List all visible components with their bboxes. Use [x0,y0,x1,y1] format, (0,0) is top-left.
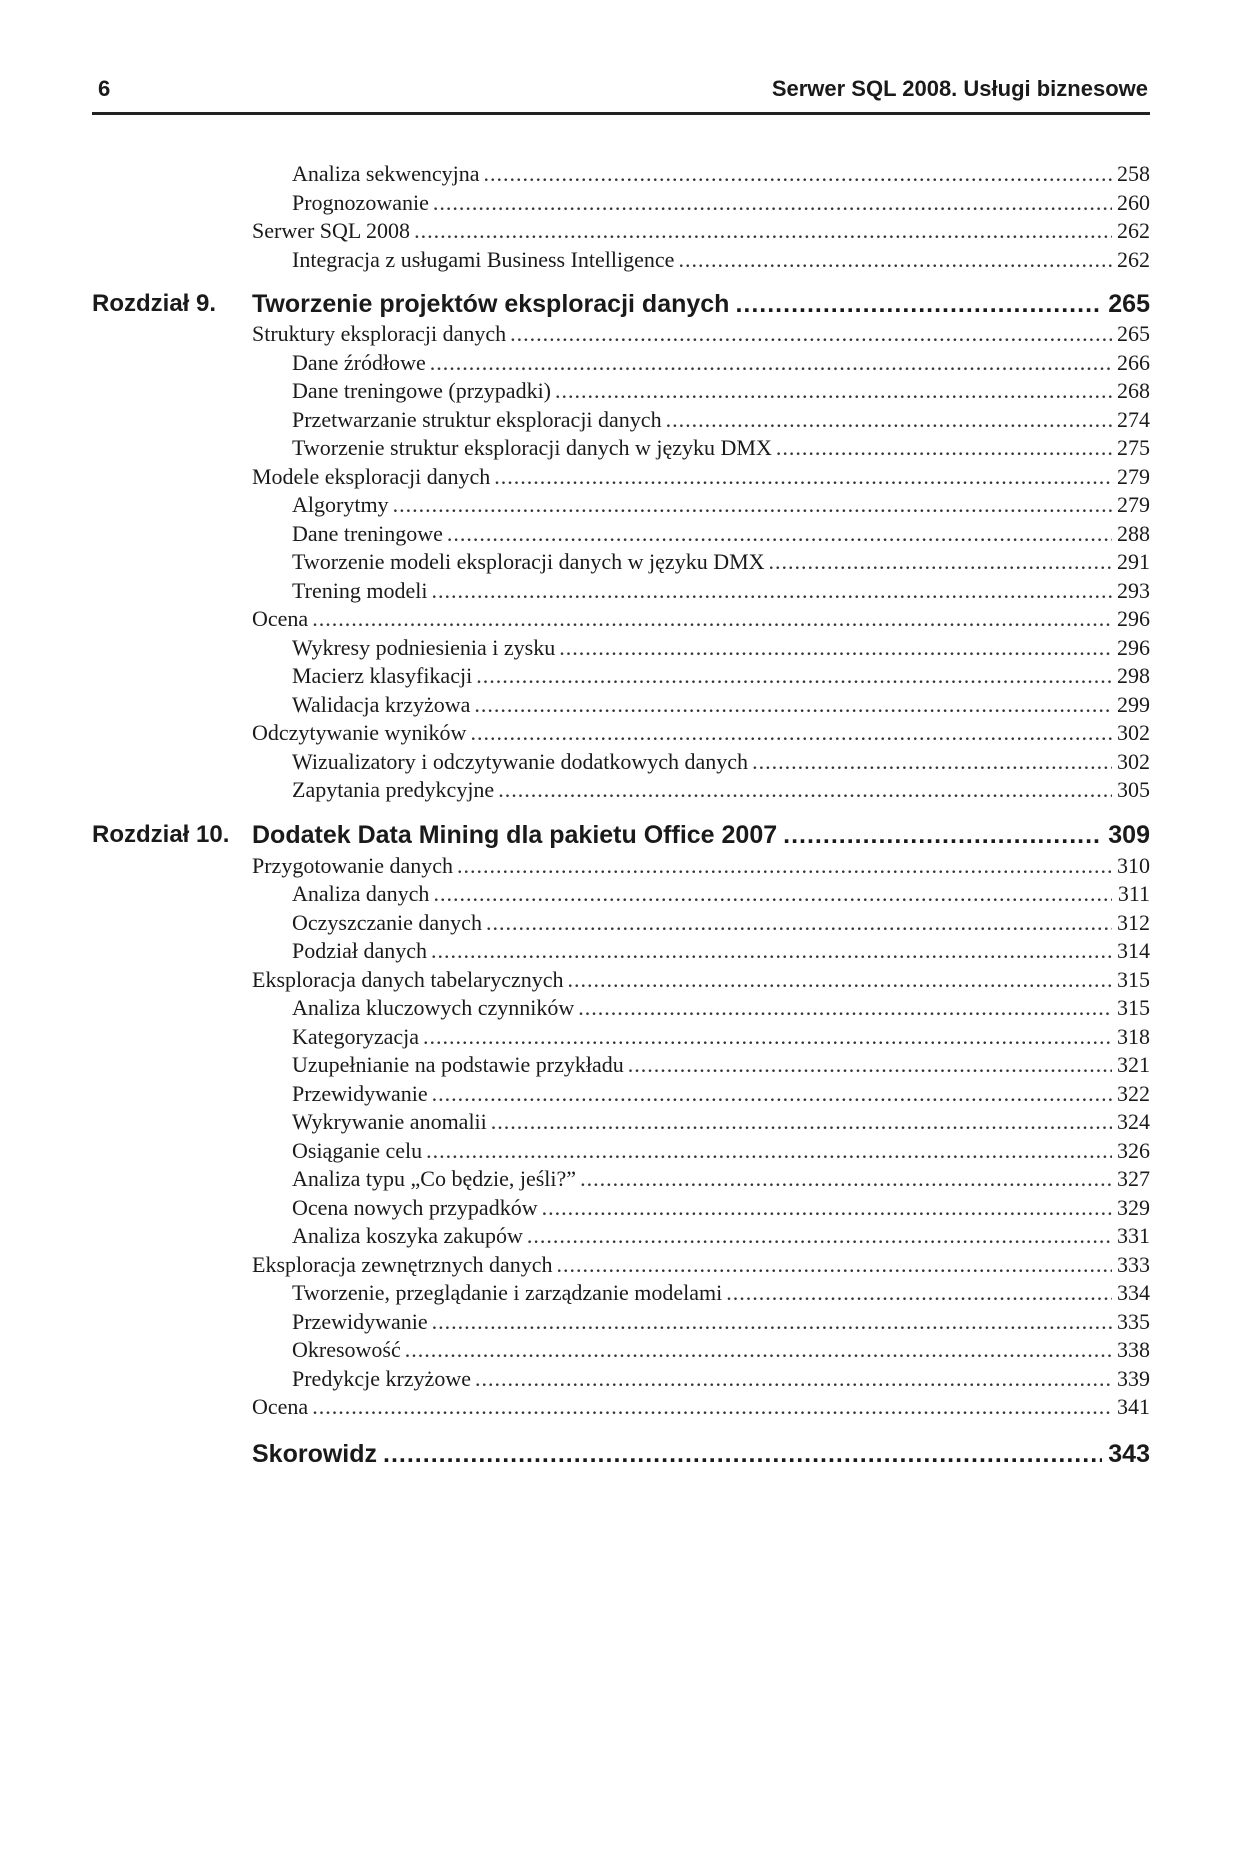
toc-entry-page: 339 [1117,1366,1150,1391]
toc-entry[interactable] [292,748,1150,776]
dot-leader [510,320,1112,348]
toc-entry-title: Analiza sekwencyjna [292,161,480,186]
toc-entry-title: Uzupełnianie na podstawie przykładu [292,1052,624,1077]
chapter-page: 309 [1108,821,1150,849]
toc-entry-page: 268 [1117,378,1150,403]
toc-entry[interactable] [292,1279,1150,1307]
page-number: 6 [98,76,111,101]
toc-entry-title: Ocena nowych przypadków [292,1195,538,1220]
toc-entry[interactable] [292,909,1150,937]
toc-entry-title: Predykcje krzyżowe [292,1366,471,1391]
toc-entry-page: 302 [1117,720,1150,745]
toc-entry-title: Eksploracja danych tabelarycznych [252,967,564,992]
toc-entry-page: 321 [1117,1052,1150,1077]
toc-entry-page: 305 [1117,777,1150,802]
toc-entry[interactable] [292,691,1150,719]
toc-entry-title: Analiza kluczowych czynników [292,995,575,1020]
toc-entry-title: Ocena [252,1394,309,1419]
toc-entry-title: Dane źródłowe [292,350,426,375]
toc-entry-page: 262 [1117,247,1150,272]
toc-entry-page: 315 [1117,995,1150,1020]
toc-entry-title: Tworzenie, przeglądanie i zarządzanie modelami [292,1280,723,1305]
toc-entry-page: 327 [1117,1166,1150,1191]
toc-entry[interactable] [292,1194,1150,1222]
dot-leader [447,520,1112,548]
dot-leader [678,246,1112,274]
toc-entry-page: 341 [1117,1394,1150,1419]
toc-entry-title: Okresowość [292,1337,401,1362]
toc-entry-page: 275 [1117,435,1150,460]
toc-entry-title: Eksploracja zewnętrznych danych [252,1252,553,1277]
chapter-page: 265 [1108,290,1150,318]
dot-leader [494,463,1112,491]
dot-leader [498,776,1112,804]
dot-leader [559,634,1112,662]
toc-entry-title: Analiza typu „Co będzie, jeśli?” [292,1166,577,1191]
toc-entry[interactable] [292,880,1150,908]
dot-leader [555,377,1112,405]
dot-leader [405,1336,1112,1364]
dot-leader [414,217,1112,245]
toc-entry[interactable] [292,189,1150,217]
dot-leader [431,577,1112,605]
dot-leader [542,1194,1112,1222]
toc-entry[interactable] [292,1336,1150,1364]
toc-entry-page: 331 [1117,1223,1150,1248]
toc-entry-page: 296 [1117,635,1150,660]
toc-entry-title: Odczytywanie wyników [252,720,467,745]
toc-entry-page: 258 [1117,161,1150,186]
toc-entry-title: Algorytmy [292,492,389,517]
dot-leader [475,1365,1112,1393]
toc-entry[interactable] [292,246,1150,274]
toc-entry-page: 322 [1117,1081,1150,1106]
toc-entry-title: Prognozowanie [292,190,429,215]
toc-entry[interactable] [292,937,1150,965]
dot-leader [527,1222,1112,1250]
toc-entry-title: Przewidywanie [292,1081,428,1106]
toc-entry[interactable] [252,1251,1150,1279]
toc-entry-title: Przewidywanie [292,1309,428,1334]
toc-entry-page: 333 [1117,1252,1150,1277]
toc-entry[interactable] [292,1308,1150,1336]
toc-entry-page: 338 [1117,1337,1150,1362]
toc-entry-title: Wykresy podniesienia i zysku [292,635,556,660]
toc-entry[interactable] [252,719,1150,747]
toc-entry-page: 312 [1117,910,1150,935]
toc-entry[interactable] [252,966,1150,994]
dot-leader [383,1437,1102,1471]
dot-leader [783,818,1102,852]
toc-entry-title: Oczyszczanie danych [292,910,482,935]
toc-entry-title: Integracja z usługami Business Intelligence [292,247,675,272]
dot-leader [431,937,1112,965]
dot-leader [726,1279,1112,1307]
dot-leader [557,1251,1112,1279]
toc-entry-title: Dane treningowe (przypadki) [292,378,552,403]
toc-entry-page: 311 [1117,881,1150,906]
toc-entry[interactable] [292,577,1150,605]
toc-entry-page: 299 [1117,692,1150,717]
toc-entry[interactable] [292,377,1150,405]
toc-entry-page: 314 [1117,938,1150,963]
index-page: 343 [1108,1440,1150,1468]
dot-leader [484,160,1112,188]
toc-entry[interactable] [252,605,1150,633]
toc-entry-page: 298 [1117,663,1150,688]
toc-entry[interactable] [292,349,1150,377]
toc-entry-title: Zapytania predykcyjne [292,777,495,802]
toc-entry[interactable] [252,463,1150,491]
toc-entry-page: 302 [1117,749,1150,774]
toc-entry-title: Tworzenie struktur eksploracji danych w języku DMX [292,435,772,460]
toc-entry-title: Analiza koszyka zakupów [292,1223,523,1248]
toc-entry-page: 334 [1117,1280,1150,1305]
toc-entry-title: Modele eksploracji danych [252,464,491,489]
toc-entry[interactable] [292,160,1150,188]
toc-entry[interactable] [252,1393,1150,1421]
toc-entry-page: 318 [1117,1024,1150,1049]
chapter-title: Dodatek Data Mining dla pakietu Office 2007 [252,821,778,849]
page-header [92,70,1150,115]
toc-entry[interactable] [292,776,1150,804]
dot-leader [578,994,1112,1022]
toc-entry-title: Trening modeli [292,578,428,603]
toc-entry[interactable] [292,1137,1150,1165]
dot-leader [776,434,1112,462]
toc-entry[interactable] [292,1365,1150,1393]
toc-entry-title: Macierz klasyfikacji [292,663,473,688]
toc-entry[interactable] [292,520,1150,548]
toc-entry-title: Serwer SQL 2008 [252,218,411,243]
toc-entry-title: Ocena [252,606,309,631]
toc-entry-title: Struktury eksploracji danych [252,321,507,346]
toc-entry-title: Przygotowanie danych [252,853,453,878]
dot-leader [491,1108,1112,1136]
dot-leader [470,719,1112,747]
toc-entry[interactable] [292,1051,1150,1079]
dot-leader [486,909,1112,937]
toc-entry[interactable] [252,852,1150,880]
toc-entry-title: Tworzenie modeli eksploracji danych w języku DMX [292,549,765,574]
toc-entry-title: Wizualizatory i odczytywanie dodatkowych danych [292,749,749,774]
dot-leader [423,1023,1112,1051]
chapter-heading[interactable] [252,818,1150,852]
dot-leader [628,1051,1112,1079]
toc-entry-page: 335 [1117,1309,1150,1334]
dot-leader [476,662,1112,690]
chapter-heading[interactable] [252,287,1150,321]
toc-entry-page: 279 [1117,492,1150,517]
dot-leader [752,748,1112,776]
dot-leader [426,1137,1112,1165]
toc-entry-title: Podział danych [292,938,428,963]
chapter-label: Rozdział 9. [92,290,217,317]
dot-leader [430,349,1112,377]
toc-entry-page: 266 [1117,350,1150,375]
toc-entry[interactable] [292,634,1150,662]
toc-entry-page: 291 [1117,549,1150,574]
toc-entry-title: Analiza danych [292,881,430,906]
toc-entry-page: 315 [1117,967,1150,992]
toc-entry-page: 274 [1117,407,1150,432]
toc-entry[interactable] [292,1165,1150,1193]
dot-leader [769,548,1112,576]
toc-entry-title: Dane treningowe [292,521,443,546]
toc-entry-page: 279 [1117,464,1150,489]
toc-entry[interactable] [292,1023,1150,1051]
toc-entry-page: 262 [1117,218,1150,243]
dot-leader [312,1393,1112,1421]
toc-entry-page: 324 [1117,1109,1150,1134]
toc-entry-page: 329 [1117,1195,1150,1220]
dot-leader [433,880,1112,908]
toc-entry[interactable] [292,994,1150,1022]
toc-entry[interactable] [292,1222,1150,1250]
running-title: Serwer SQL 2008. Usługi biznesowe [771,76,1148,101]
toc-entry-page: 260 [1117,190,1150,215]
dot-leader [312,605,1112,633]
dot-leader [735,287,1102,321]
dot-leader [568,966,1112,994]
toc-entry[interactable] [292,1108,1150,1136]
toc-entry-page: 326 [1117,1138,1150,1163]
toc-entry-page: 296 [1117,606,1150,631]
toc-entry-page: 293 [1117,578,1150,603]
toc-entry[interactable] [292,662,1150,690]
toc-entry[interactable] [252,320,1150,348]
dot-leader [666,406,1112,434]
toc-entry-page: 288 [1117,521,1150,546]
toc-entry-title: Wykrywanie anomalii [292,1109,487,1134]
toc-entry-title: Przetwarzanie struktur eksploracji danych [292,407,662,432]
toc-entry[interactable] [292,1080,1150,1108]
toc-entry-page: 265 [1117,321,1150,346]
dot-leader [474,691,1112,719]
dot-leader [432,1080,1112,1108]
toc-entry[interactable] [292,548,1150,576]
chapter-label: Rozdział 10. [92,821,230,848]
index-heading[interactable] [252,1437,1150,1471]
index-title: Skorowidz [252,1440,378,1468]
toc-entry[interactable] [292,491,1150,519]
chapter-title: Tworzenie projektów eksploracji danych [252,290,730,318]
dot-leader [433,189,1112,217]
toc-entry-title: Walidacja krzyżowa [292,692,471,717]
toc-entry-title: Kategoryzacja [292,1024,420,1049]
toc-entry-title: Osiąganie celu [292,1138,423,1163]
toc-entry[interactable] [252,217,1150,245]
toc-entry-page: 310 [1117,853,1150,878]
dot-leader [580,1165,1112,1193]
dot-leader [457,852,1112,880]
dot-leader [432,1308,1112,1336]
toc-entry[interactable] [292,434,1150,462]
toc-entry[interactable] [292,406,1150,434]
dot-leader [393,491,1112,519]
